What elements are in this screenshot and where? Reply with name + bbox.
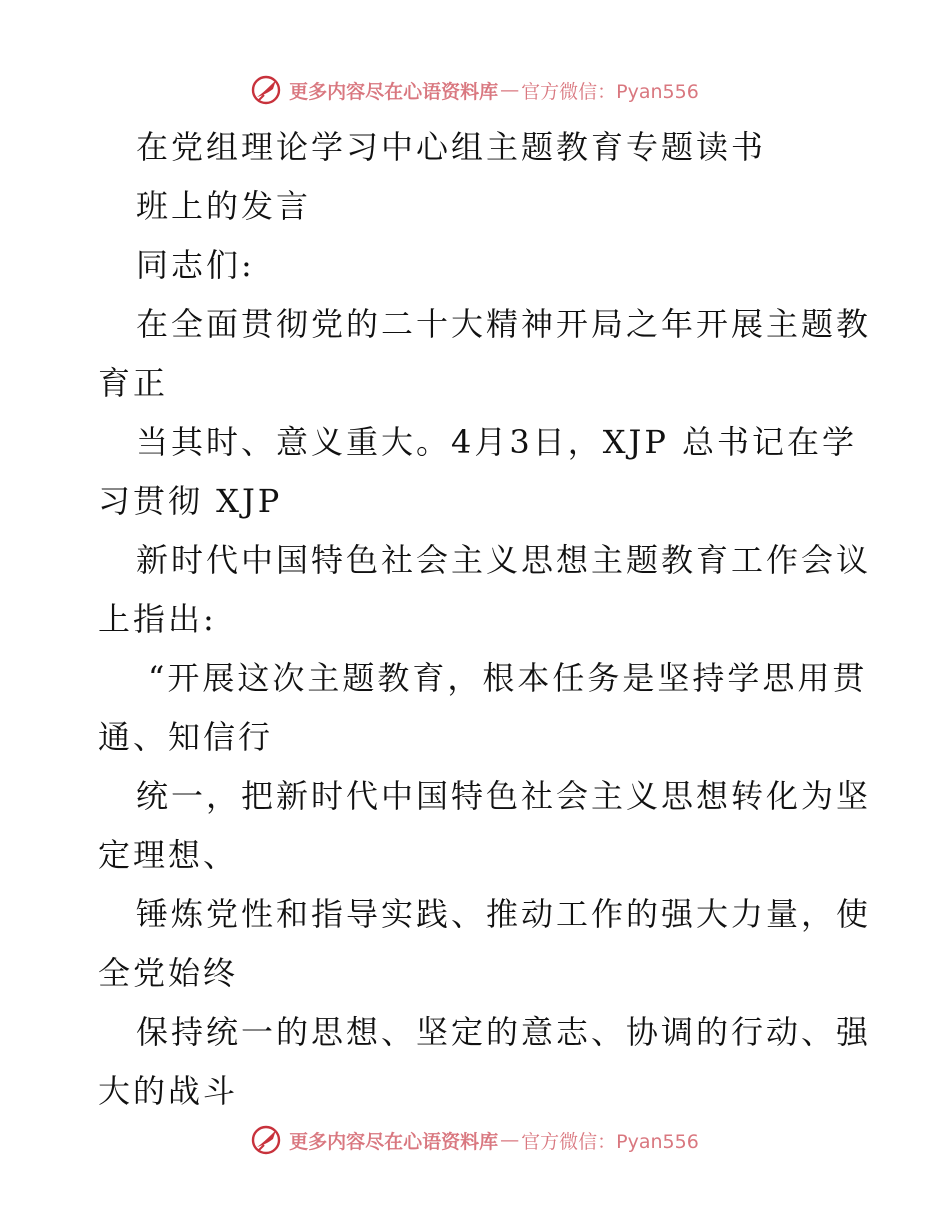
text-line: 大的战斗: [98, 1072, 239, 1110]
text-line: “开展这次主题教育，根本任务是坚持学思用贯: [148, 659, 868, 697]
watermark-dash: —: [500, 1129, 520, 1151]
watermark-main-text: 更多内容尽在心语资料库: [289, 80, 499, 103]
watermark-main-text: 更多内容尽在心语资料库: [289, 1130, 499, 1153]
text-line: 在全面贯彻党的二十大精神开局之年开展主题教: [136, 305, 872, 343]
document-body: [0, 118, 950, 1121]
text-line: 统一，把新时代中国特色社会主义思想转化为坚: [136, 777, 872, 815]
text-line: 习贯彻 XJP: [98, 482, 283, 520]
pen-quill-icon: [251, 1125, 281, 1155]
watermark-dash: —: [500, 79, 520, 101]
text-line: 班上的发言: [136, 187, 312, 225]
text-line: 新时代中国特色社会主义思想主题教育工作会议: [136, 541, 872, 579]
text-line: 锤炼党性和指导实践、推动工作的强大力量，使: [136, 895, 872, 933]
pen-quill-icon: [251, 75, 281, 105]
text-line: 通、知信行: [98, 718, 274, 756]
text-line: 上指出:: [98, 600, 217, 638]
text-line: 全党始终: [98, 954, 239, 992]
text-line: 同志们:: [136, 246, 255, 284]
text-line: 保持统一的思想、坚定的意志、协调的行动、强: [136, 1013, 872, 1051]
text-line: 在党组理论学习中心组主题教育专题读书: [136, 128, 767, 166]
text-line: 当其时、意义重大。4月3日，XJP 总书记在学: [136, 423, 858, 461]
watermark-sub-text: 官方微信：Pyan556: [521, 80, 699, 103]
text-line: 定理想、: [98, 836, 239, 874]
watermark-sub-text: 官方微信：Pyan556: [521, 1130, 699, 1153]
header-watermark: [0, 70, 950, 110]
footer-watermark: [0, 1120, 950, 1160]
text-line: 育正: [98, 364, 169, 402]
